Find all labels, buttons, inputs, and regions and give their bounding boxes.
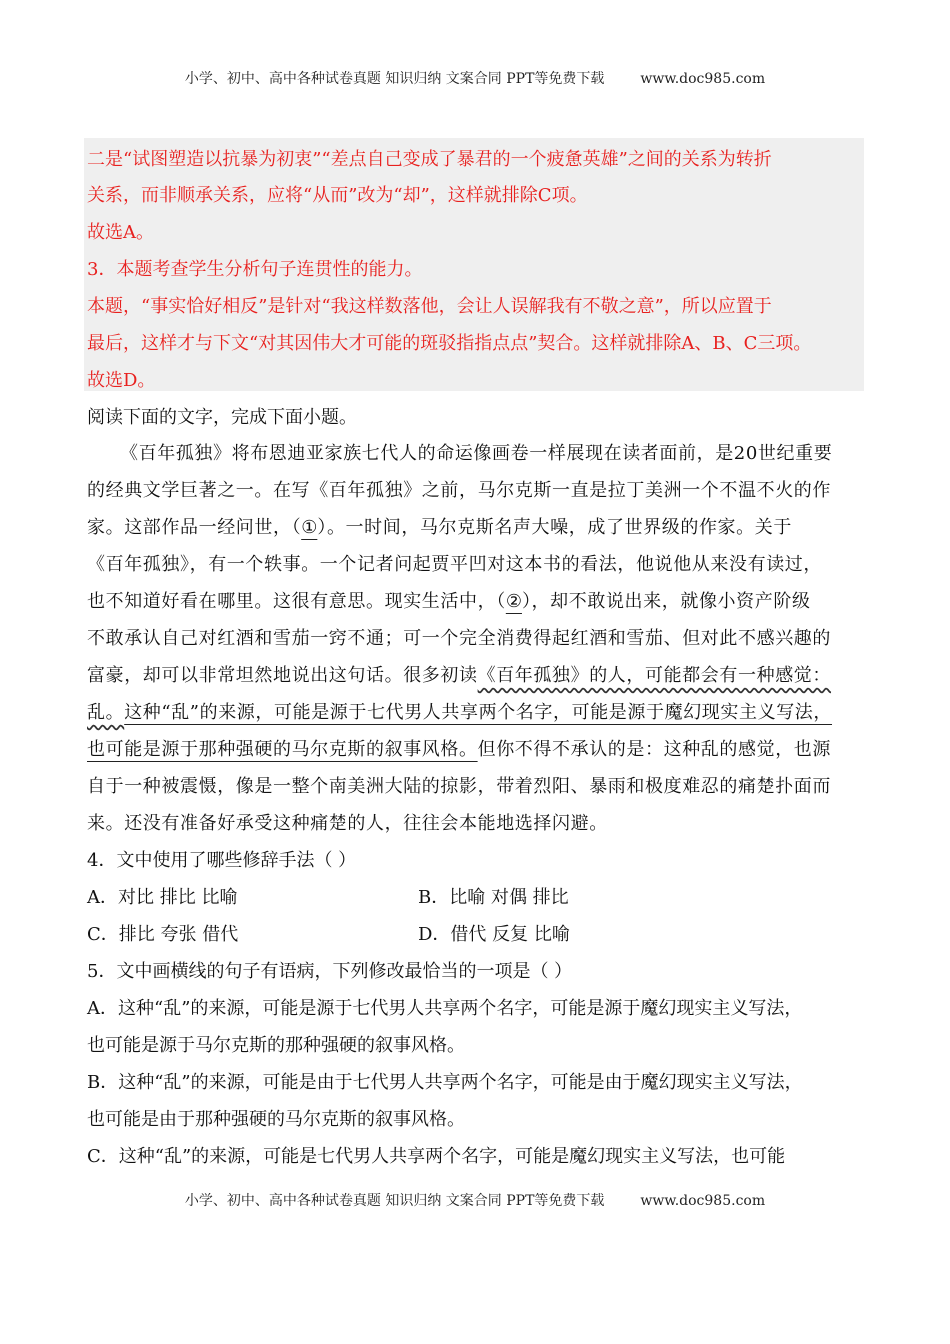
passage-text: 家。这部作品一经问世，（ [87, 517, 302, 538]
answer-line-1: 二是“试图塑造以抗暴为初衷”“差点自己变成了暴君的一个疲惫英雄”之间的关系为转折 [87, 149, 772, 170]
reading-instruction: 阅读下面的文字，完成下面小题。 [87, 407, 357, 428]
question-5-option-b[interactable]: B．这种“乱”的来源，可能是由于七代男人共享两个名字，可能是由于魔幻现实主义写法， [87, 1072, 803, 1093]
answer-line-3: 故选A。 [87, 222, 154, 243]
passage-line-1: 《百年孤独》将布恩迪亚家族七代人的命运像画卷一样展现在读者面前，是20世纪重要 [120, 443, 833, 464]
passage-line-7 [87, 661, 831, 687]
header-site-link[interactable]: www.doc985.com [640, 71, 766, 87]
passage-text: 也不知道好看在哪里。这很有意思。现实生活中，（ [87, 591, 506, 612]
passage-line-6: 不敢承认自己对红酒和雪茄一窍不通；可一个完全消费得起红酒和雪茄、但对此不感兴趣的 [87, 628, 831, 649]
passage-line-8 [87, 698, 832, 724]
answer-line-5: 本题，“事实恰好相反”是针对“我这样数落他，会让人误解我有不敬之意”，所以应置于 [87, 296, 772, 317]
question-4-option-a[interactable]: A．对比 排比 比喻 [87, 887, 238, 908]
answer-line-2: 关系，而非顺承关系，应将“从而”改为“却”，这样就排除C项。 [87, 185, 588, 206]
passage-line-4: 《百年孤独》，有一个轶事。一个记者问起贾平凹对这本书的看法，他说他从来没有读过， [87, 554, 822, 575]
passage-line-3 [87, 513, 792, 539]
question-5-option-c[interactable]: C．这种“乱”的来源，可能是七代男人共享两个名字，可能是魔幻现实主义写法，也可能 [87, 1146, 786, 1167]
page-footer [0, 1190, 950, 1210]
answer-line-6: 最后，这样才与下文“对其因伟大才可能的斑驳指指点点”契合。这样就排除A、B、C三项。 [87, 333, 812, 354]
question-5-option-b-cont: 也可能是由于那种强硬的马尔克斯的叙事风格。 [87, 1109, 465, 1130]
answer-line-4: 3．本题考查学生分析句子连贯性的能力。 [87, 259, 423, 280]
question-5-stem: 5．文中画横线的句子有语病，下列修改最恰当的一项是（ ） [87, 961, 573, 982]
footer-text: 小学、初中、高中各种试卷真题 知识归纳 文案合同 PPT等免费下载 [184, 1193, 605, 1209]
wavy-underlined-text: 乱。 [87, 702, 125, 723]
passage-text: 富豪，却可以非常坦然地说出这句话。很多初读 [87, 665, 478, 686]
answer-line-7: 故选D。 [87, 370, 156, 391]
footer-site-link[interactable]: www.doc985.com [640, 1193, 766, 1209]
passage-text: ）。一时间，马尔克斯名声大噪，成了世界级的作家。关于 [317, 517, 792, 538]
wavy-underlined-text: 《百年孤独》的人，可能都会有一种感觉： [477, 665, 832, 686]
underlined-sentence: 这种“乱”的来源，可能是源于七代男人共享两个名字，可能是源于魔幻现实主义写法， [124, 702, 833, 723]
question-4-stem: 4．文中使用了哪些修辞手法（ ） [87, 850, 357, 871]
question-5-option-a[interactable]: A．这种“乱”的来源，可能是源于七代男人共享两个名字，可能是源于魔幻现实主义写法， [87, 998, 803, 1019]
passage-line-9 [87, 735, 831, 761]
question-4-option-d[interactable]: D．借代 反复 比喻 [418, 924, 570, 945]
passage-text: 但你不得不承认的是：这种乱的感觉，也源 [477, 739, 832, 760]
header-text: 小学、初中、高中各种试卷真题 知识归纳 文案合同 PPT等免费下载 [184, 71, 605, 87]
passage-line-5 [87, 587, 811, 613]
question-4-option-b[interactable]: B．比喻 对偶 排比 [418, 887, 569, 908]
passage-line-11: 来。还没有准备好承受这种痛楚的人，往往会本能地选择闪避。 [87, 813, 608, 834]
passage-line-10: 自于一种被震慑，像是一整个南美洲大陆的掠影，带着烈阳、暴雨和极度难忍的痛楚扑面而 [87, 776, 831, 797]
question-5-option-a-cont: 也可能是源于马尔克斯的那种强硬的叙事风格。 [87, 1035, 465, 1056]
question-4-option-c[interactable]: C．排比 夸张 借代 [87, 924, 239, 945]
passage-line-2: 的经典文学巨著之一。在写《百年孤独》之前，马尔克斯一直是拉丁美洲一个不温不火的作 [87, 480, 831, 501]
blank-marker-2: ② [505, 591, 522, 612]
underlined-sentence: 也可能是源于那种强硬的马尔克斯的叙事风格。 [87, 739, 478, 760]
passage-text: ），却不敢说出来，就像小资产阶级 [521, 591, 811, 612]
page-header [0, 68, 950, 88]
blank-marker-1: ① [301, 517, 318, 538]
